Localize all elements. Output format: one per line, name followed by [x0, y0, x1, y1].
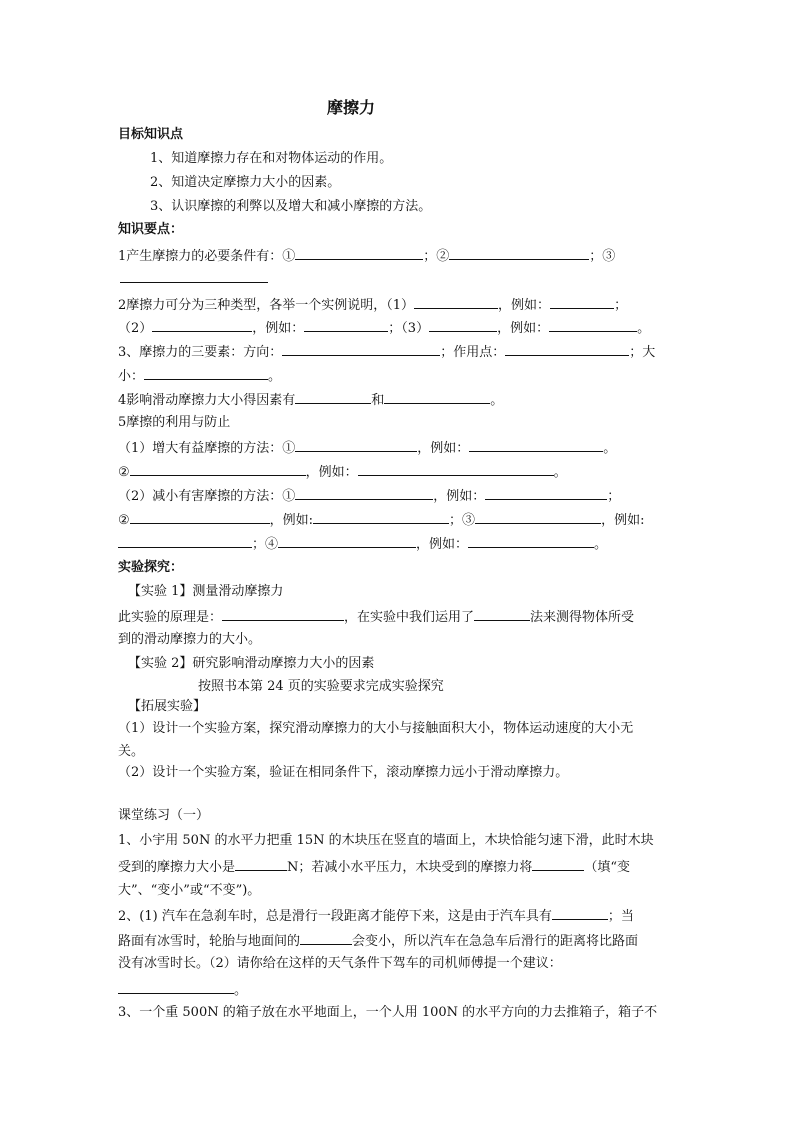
q5a-example-label: ，例如：: [305, 465, 358, 480]
question-4: [118, 391, 503, 409]
answer-blank[interactable]: [295, 487, 433, 500]
answer-blank[interactable]: [235, 858, 287, 871]
q2-part: （2）: [118, 321, 153, 336]
practice-1-cont: [118, 858, 630, 876]
answer-blank[interactable]: [130, 463, 306, 476]
experiment-1-text: [118, 608, 634, 626]
q5a-circle: ②: [118, 465, 130, 480]
answer-blank[interactable]: [414, 296, 498, 309]
exp1-label: 法来测得物体所受: [530, 610, 635, 625]
experiment-heading: 实验探究：: [118, 560, 184, 575]
extension-title: 【拓展实验】: [128, 699, 207, 714]
goal-item: 2、知道决定摩擦力大小的因素。: [150, 175, 341, 190]
q5b-example-label: ，例如：: [416, 537, 469, 552]
question-5a-cont: [118, 463, 567, 481]
question-5b-cont: [118, 511, 644, 529]
q5b-example-label: ，例如:: [601, 513, 645, 528]
answer-blank[interactable]: [469, 439, 603, 452]
page-title: 摩擦力: [327, 98, 376, 117]
answer-blank[interactable]: [295, 391, 371, 404]
answer-blank[interactable]: [152, 319, 252, 332]
q5b-text: （2）减小有害摩擦的方法：①: [118, 489, 296, 504]
p1-text: （填“变: [584, 860, 631, 875]
q5b-example-label: ，例如：: [433, 489, 486, 504]
q4-and: 和: [371, 393, 385, 408]
experiment-1-title: 【实验 1】测量滑动摩擦力: [128, 584, 284, 599]
answer-blank[interactable]: [300, 932, 352, 945]
answer-blank[interactable]: [505, 343, 629, 356]
answer-blank[interactable]: [474, 608, 530, 621]
q1-text: 1产生摩擦力的必要条件有：①: [118, 249, 296, 264]
q3-end: 。: [268, 369, 282, 384]
q1-sep: ；②: [423, 249, 450, 264]
p2-end: 。: [234, 983, 248, 998]
answer-blank[interactable]: [118, 981, 234, 994]
p2-text: ；当: [607, 909, 634, 924]
extension-item-cont: 关。: [118, 744, 145, 759]
answer-blank[interactable]: [552, 907, 608, 920]
answer-blank[interactable]: [282, 343, 440, 356]
question-3: [118, 343, 655, 361]
question-3-cont: [118, 367, 281, 385]
q4-end: 。: [490, 393, 504, 408]
q1-sep: ；③: [589, 249, 616, 264]
q3-text: 3、摩擦力的三要素：方向：: [118, 345, 283, 360]
p2-text: 2、(1) 汽车在急刹车时，总是滑行一段距离才能停下来，这是由于汽车具有: [118, 909, 552, 924]
q3-label: ；大: [629, 345, 656, 360]
q5a-end: 。: [603, 441, 617, 456]
practice-3: 3、一个重 500N 的箱子放在水平地面上，一个人用 100N 的水平方向的力去推箱子，箱子不: [118, 1005, 658, 1020]
q5b-circle: ②: [118, 513, 130, 528]
q2-example-label: ，例如：: [497, 321, 550, 336]
question-5: 5摩擦的利用与防止: [118, 415, 231, 430]
answer-blank[interactable]: [475, 511, 601, 524]
answer-blank[interactable]: [304, 319, 388, 332]
q2-text: 2摩擦力可分为三种类型，各举一个实例说明，（1）: [118, 298, 415, 313]
answer-blank[interactable]: [222, 608, 344, 621]
answer-blank[interactable]: [295, 439, 417, 452]
q5a-text: （1）增大有益摩擦的方法：①: [118, 441, 296, 456]
answer-blank[interactable]: [144, 367, 268, 380]
question-2-cont: [118, 319, 650, 337]
goal-item: 3、认识摩擦的利弊以及增大和减小摩擦的方法。: [150, 199, 432, 214]
question-5a: [118, 439, 616, 457]
practice-2-cont: 没有冰雪时长。（2）请你给在这样的天气条件下驾车的司机师傅提一个建议：: [118, 956, 562, 971]
q5a-end: 。: [553, 465, 567, 480]
q2-example-label: ，例如：: [498, 298, 551, 313]
q2-part: ；（3）: [388, 321, 430, 336]
answer-blank[interactable]: [120, 282, 268, 283]
q5b-end: 。: [594, 537, 608, 552]
question-2: [118, 296, 627, 314]
experiment-2-text: 按照书本第 24 页的实验要求完成实验探究: [198, 679, 444, 694]
knowledge-heading: 知识要点：: [118, 222, 184, 237]
answer-blank[interactable]: [429, 319, 497, 332]
practice-1-cont: 大”、“变小”或“不变”)。: [118, 883, 261, 898]
q5b-end: ；: [607, 489, 621, 504]
answer-blank[interactable]: [118, 535, 252, 548]
q2-end: 。: [637, 321, 651, 336]
answer-blank[interactable]: [358, 463, 554, 476]
exp1-label: 此实验的原理是：: [118, 610, 223, 625]
goal-item: 1、知道摩擦力存在和对物体运动的作用。: [150, 151, 393, 166]
q3-label: 小：: [118, 369, 145, 384]
p2-text: 路面有冰雪时，轮胎与地面间的: [118, 934, 301, 949]
q5b-circle: ；③: [449, 513, 476, 528]
q2-sep: ；: [614, 298, 628, 313]
p1-text: N；若减小水平压力，木块受到的摩擦力将: [287, 860, 533, 875]
practice-heading: 课堂练习（一）: [118, 808, 210, 823]
practice-1: 1、小宇用 50N 的水平力把重 15N 的木块压在竖直的墙面上，木块恰能匀速下滑，此时木块: [118, 833, 654, 848]
experiment-2-title: 【实验 2】研究影响滑动摩擦力大小的因素: [128, 656, 375, 671]
answer-blank[interactable]: [130, 511, 270, 524]
p2-text: 会变小，所以汽车在急急车后滑行的距离将比路面: [352, 934, 639, 949]
answer-blank[interactable]: [384, 391, 490, 404]
answer-blank[interactable]: [449, 247, 589, 260]
question-5b: [118, 487, 620, 505]
practice-2: [118, 907, 634, 925]
answer-blank[interactable]: [468, 535, 594, 548]
q5b-circle: ；④: [252, 537, 279, 552]
practice-2-cont: [118, 981, 247, 999]
q2-example-label: ，例如：: [252, 321, 305, 336]
q5a-example-label: ，例如：: [417, 441, 470, 456]
extension-item: （2）设计一个实验方案，验证在相同条件下，滚动摩擦力远小于滑动摩擦力。: [118, 765, 569, 780]
extension-item: （1）设计一个实验方案，探究滑动摩擦力的大小与接触面积大小，物体运动速度的大小无: [118, 721, 634, 736]
answer-blank[interactable]: [313, 511, 449, 524]
q5b-example-label: ，例如:: [269, 513, 314, 528]
answer-blank[interactable]: [532, 858, 584, 871]
answer-blank[interactable]: [278, 535, 416, 548]
answer-blank[interactable]: [295, 247, 423, 260]
question-5b-cont: [118, 535, 607, 553]
answer-blank[interactable]: [550, 296, 614, 309]
q4-text: 4影响滑动摩擦力大小得因素有: [118, 393, 296, 408]
question-1: [118, 247, 615, 265]
answer-blank[interactable]: [485, 487, 607, 500]
q3-label: ；作用点：: [440, 345, 506, 360]
exp1-label: ，在实验中我们运用了: [344, 610, 475, 625]
p1-text: 受到的摩擦力大小是: [118, 860, 236, 875]
experiment-1-text-cont: 到的滑动摩擦力的大小。: [118, 632, 262, 647]
practice-2-cont: [118, 932, 638, 950]
answer-blank[interactable]: [549, 319, 637, 332]
goals-heading: 目标知识点: [118, 127, 184, 142]
